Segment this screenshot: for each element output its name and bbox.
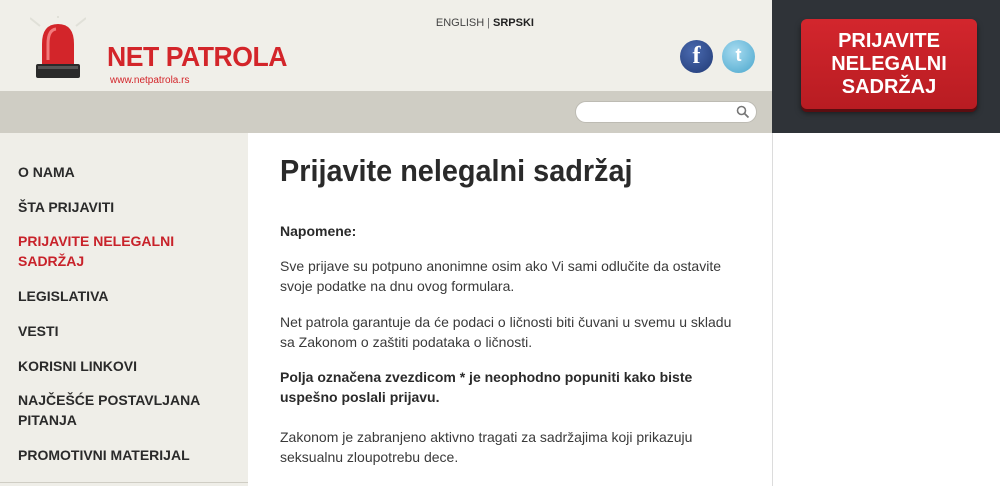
search-box [575,101,757,123]
sidebar-item-korisni-linkovi[interactable]: KORISNI LINKOVI [18,358,138,374]
siren-icon [30,16,86,82]
lang-serbian-link[interactable]: SRPSKI [493,17,534,29]
sidebar-item-sta-prijaviti[interactable]: ŠTA PRIJAVITI [18,199,115,215]
sidebar [0,133,248,486]
brand-name: NET PATROLA [107,41,287,72]
brand-url: www.netpatrola.rs [110,75,190,86]
paragraph-required-fields: Polja označena zvezdicom * je neophodno popuniti kako biste uspešno poslali prijavu. [280,369,693,405]
paragraph-anonymity: Sve prijave su potpuno anonimne osim ako Vi sami odlučite da ostavite svoje podatke na dnu ovog formulara. [280,258,721,294]
lang-english-link[interactable]: ENGLISH [435,17,485,29]
facebook-glyph: f [692,43,701,69]
paragraph-privacy: Net patrola garantuje da će podaci o ličnosti biti čuvani u svemu u skladu sa Zakonom o zaštiti podataka o ličnosti. [280,314,732,350]
sidebar-item-vesti[interactable]: VESTI [18,323,59,339]
notes-heading: Napomene: [280,223,357,239]
sidebar-item-faq[interactable]: NAJČEŠĆE POSTAVLJANA PITANJA [18,392,200,428]
search-input[interactable] [586,104,735,122]
lang-separator: | [487,17,491,29]
twitter-icon[interactable] [722,40,755,73]
page-title: Prijavite nelegalni sadržaj [280,153,633,188]
sidebar-divider [0,482,248,483]
sidebar-item-legislativa[interactable]: LEGISLATIVA [18,288,109,304]
logo[interactable] [14,8,287,88]
header [0,0,772,91]
facebook-icon[interactable] [680,40,713,73]
report-button-label: PRIJAVITE NELEGALNI SADRŽAJ [831,29,947,98]
paragraph-legal-notice: Zakonom je zabranjeno aktivno tragati za sadržajima koji prikazuju seksualnu zloupotrebu dece. [280,429,693,465]
sidebar-item-prijavite[interactable]: PRIJAVITE NELEGALNI SADRŽAJ [18,233,175,269]
report-illegal-content-button[interactable] [801,19,977,109]
language-switcher [436,17,534,29]
content-divider [772,133,773,486]
sidebar-item-o-nama[interactable]: O NAMA [18,164,75,180]
sidebar-item-promotivni-materijal[interactable]: PROMOTIVNI MATERIJAL [18,447,190,463]
search-icon[interactable] [736,105,750,119]
twitter-glyph: t [735,45,742,65]
